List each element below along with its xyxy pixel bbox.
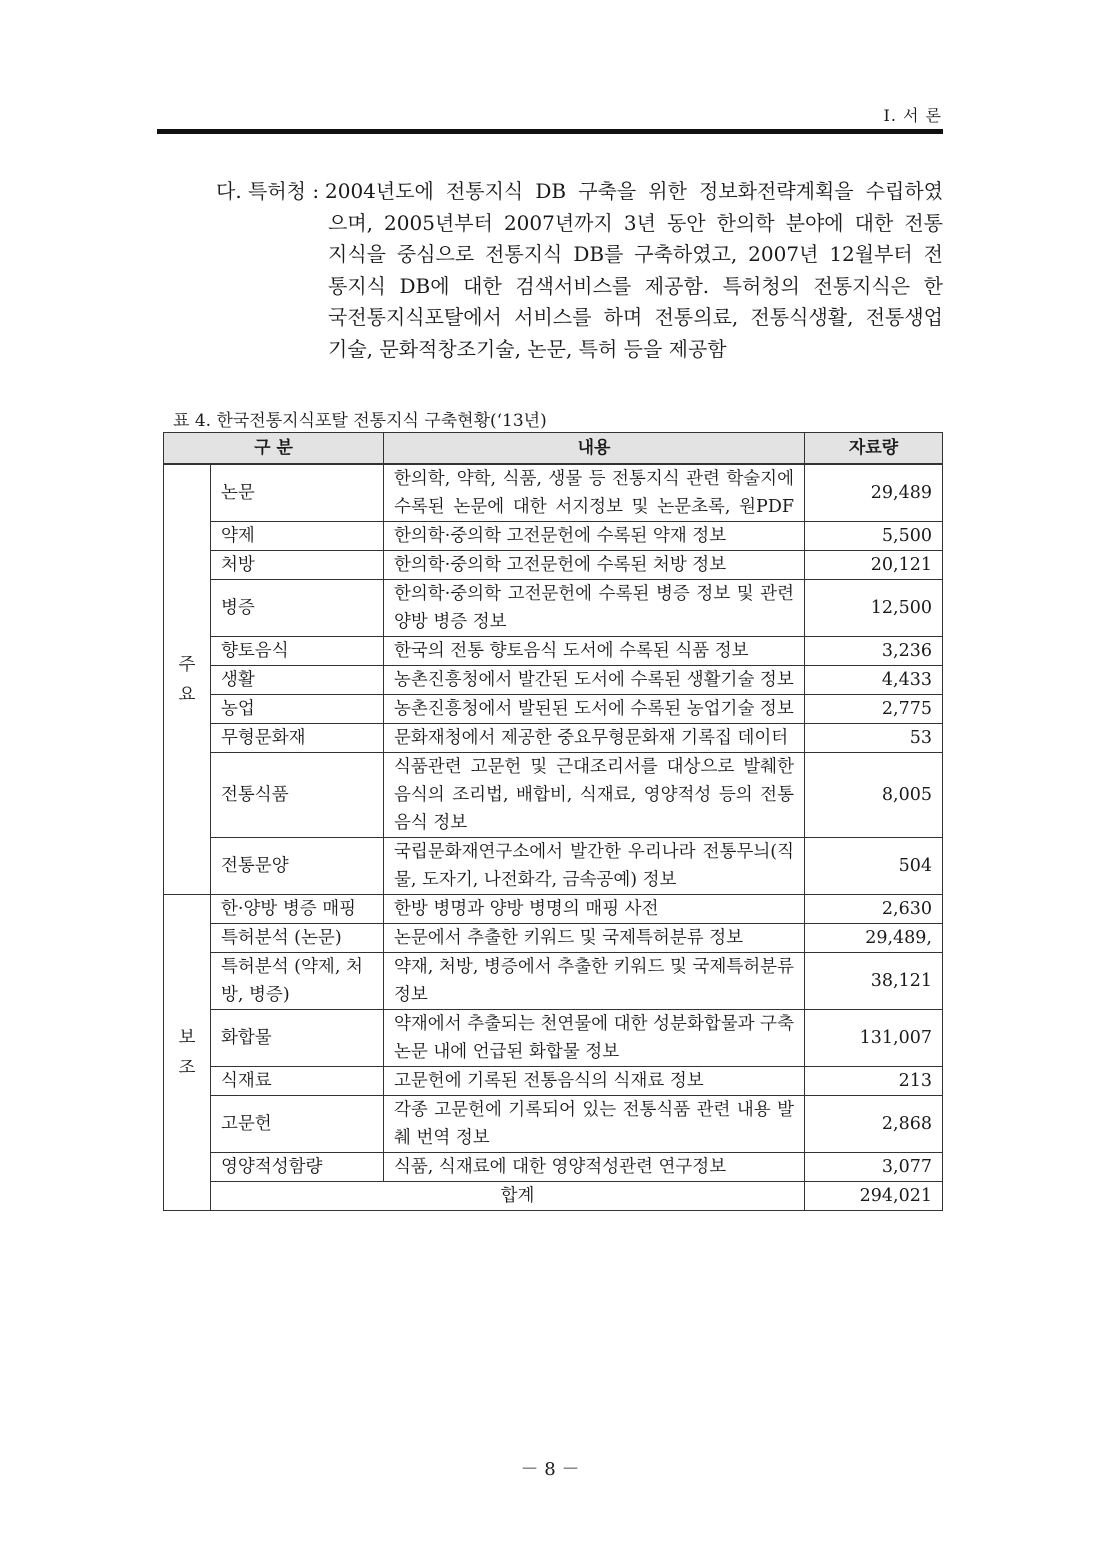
row-name: 특허분석 (논문) — [211, 924, 384, 953]
row-name: 향토음식 — [211, 637, 384, 666]
row-name: 식재료 — [211, 1067, 384, 1096]
table-row — [164, 551, 943, 580]
table-row — [164, 953, 943, 1010]
row-name: 처방 — [211, 551, 384, 580]
row-name: 전통문양 — [211, 838, 384, 895]
row-amount: 3,236 — [805, 637, 943, 666]
row-amount: 29,489, — [805, 924, 943, 953]
header-rule — [157, 129, 943, 134]
row-amount: 2,630 — [805, 895, 943, 924]
total-row — [164, 1182, 943, 1211]
total-label: 합계 — [211, 1182, 805, 1211]
row-content: 농촌진흥청에서 발된된 도서에 수록된 농업기술 정보 — [384, 695, 805, 724]
table-row — [164, 1010, 943, 1067]
row-content: 식품, 식재료에 대한 영양적성관련 연구정보 — [384, 1153, 805, 1182]
row-name: 무형문화재 — [211, 724, 384, 753]
table-row — [164, 666, 943, 695]
row-name: 생활 — [211, 666, 384, 695]
paragraph-line: 국전통지식포탈에서 서비스를 하며 전통의료, 전통식생활, 전통생업 — [328, 305, 943, 329]
row-amount: 8,005 — [805, 753, 943, 838]
paragraph-line: 지식을 중심으로 전통지식 DB를 구축하였고, 2007년 12월부터 전 — [328, 242, 943, 266]
row-name: 고문헌 — [211, 1096, 384, 1153]
row-amount: 4,433 — [805, 666, 943, 695]
paragraph-line: 통지식 DB에 대한 검색서비스를 제공함. 특허청의 전통지식은 한 — [328, 273, 943, 298]
table-row — [164, 895, 943, 924]
row-content: 한의학·중의학 고전문헌에 수록된 약재 정보 — [384, 522, 805, 551]
group-label: 보 조 — [164, 895, 211, 1211]
row-amount: 3,077 — [805, 1153, 943, 1182]
table-row — [164, 753, 943, 838]
row-content: 국립문화재연구소에서 발간한 우리나라 전통무늬(직물, 도자기, 나전화각, 금속공예) 정보 — [384, 838, 805, 895]
table-row — [164, 724, 943, 753]
row-content: 식품관련 고문헌 및 근대조리서를 대상으로 발췌한 음식의 조리법, 배합비, 식재료, 영양적성 등의 전통음식 정보 — [384, 753, 805, 838]
table-row — [164, 1067, 943, 1096]
row-amount: 2,775 — [805, 695, 943, 724]
row-content: 고문헌에 기록된 전통음식의 식재료 정보 — [384, 1067, 805, 1096]
row-name: 한·양방 병증 매핑 — [211, 895, 384, 924]
table-row — [164, 580, 943, 637]
header-category: 구 분 — [164, 433, 384, 465]
row-content: 논문에서 추출한 키워드 및 국제특허분류 정보 — [384, 924, 805, 953]
row-name: 논문 — [211, 464, 384, 522]
table-row — [164, 637, 943, 666]
data-table — [163, 432, 943, 1211]
row-content: 한의학·중의학 고전문헌에 수록된 처방 정보 — [384, 551, 805, 580]
row-content: 한의학, 약학, 식품, 생물 등 전통지식 관련 학술지에 수록된 논문에 대한 서지정보 및 논문초록, 원PDF — [384, 464, 805, 522]
row-amount: 12,500 — [805, 580, 943, 637]
row-content: 농촌진흥청에서 발간된 도서에 수록된 생활기술 정보 — [384, 666, 805, 695]
header-amount: 자료량 — [805, 433, 943, 465]
row-amount: 53 — [805, 724, 943, 753]
header-content: 내용 — [384, 433, 805, 465]
row-name: 병증 — [211, 580, 384, 637]
row-amount: 131,007 — [805, 1010, 943, 1067]
row-content: 약재에서 추출되는 천연물에 대한 성분화합물과 구축 논문 내에 언급된 화합물 정보 — [384, 1010, 805, 1067]
row-amount: 5,500 — [805, 522, 943, 551]
row-name: 농업 — [211, 695, 384, 724]
paragraph-line: 기술, 문화적창조기술, 논문, 특허 등을 제공함 — [328, 336, 727, 361]
paragraph-marker: 다. 특허청 : — [216, 179, 320, 203]
table-row — [164, 464, 943, 522]
group-label: 주 요 — [164, 464, 211, 895]
paragraph-line: 으며, 2005년부터 2007년까지 3년 동안 한의학 분야에 대한 전통 — [328, 210, 943, 235]
table-row — [164, 924, 943, 953]
row-name: 전통식품 — [211, 753, 384, 838]
row-amount: 504 — [805, 838, 943, 895]
row-name: 특허분석 (약제, 처방, 병증) — [211, 953, 384, 1010]
total-amount: 294,021 — [805, 1182, 943, 1211]
row-amount: 213 — [805, 1067, 943, 1096]
table-caption: 표 4. 한국전통지식포탈 전통지식 구축현황(‘13년) — [173, 411, 547, 431]
table-header-row — [164, 433, 943, 465]
row-content: 문화재청에서 제공한 중요무형문화재 기록집 데이터 — [384, 724, 805, 753]
page-number: － 8 － — [520, 1459, 580, 1480]
row-name: 영양적성함량 — [211, 1153, 384, 1182]
paragraph-line: 2004년도에 전통지식 DB 구축을 위한 정보화전략계획을 수립하였 — [325, 179, 943, 203]
table-row — [164, 522, 943, 551]
row-content: 약재, 처방, 병증에서 추출한 키워드 및 국제특허분류 정보 — [384, 953, 805, 1010]
row-content: 한의학·중의학 고전문헌에 수록된 병증 정보 및 관련 양방 병증 정보 — [384, 580, 805, 637]
row-amount: 38,121 — [805, 953, 943, 1010]
row-amount: 29,489 — [805, 464, 943, 522]
row-name: 약제 — [211, 522, 384, 551]
row-content: 한국의 전통 향토음식 도서에 수록된 식품 정보 — [384, 637, 805, 666]
table-row — [164, 1153, 943, 1182]
row-content: 한방 병명과 양방 병명의 매핑 사전 — [384, 895, 805, 924]
row-amount: 2,868 — [805, 1096, 943, 1153]
table-row — [164, 838, 943, 895]
table-row — [164, 1096, 943, 1153]
section-title: I. 서 론 — [883, 106, 942, 125]
body-paragraph — [0, 176, 1100, 365]
table-row — [164, 695, 943, 724]
row-amount: 20,121 — [805, 551, 943, 580]
row-content: 각종 고문헌에 기록되어 있는 전통식품 관련 내용 발췌 번역 정보 — [384, 1096, 805, 1153]
row-name: 화합물 — [211, 1010, 384, 1067]
